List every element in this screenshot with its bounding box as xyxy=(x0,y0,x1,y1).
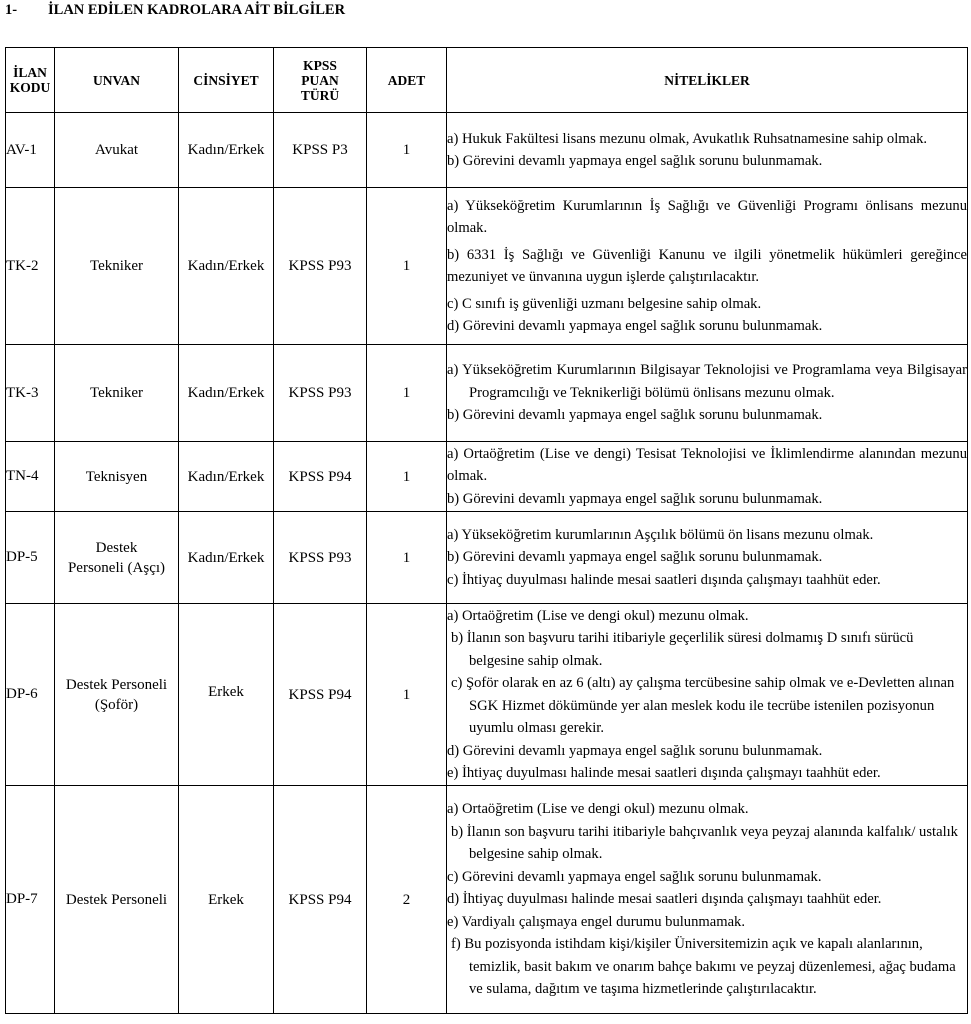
qualification-item: c) Görevini devamlı yapmaya engel sağlık sorunu bulunmamak. xyxy=(447,868,822,885)
qualification-item: a) Yükseköğretim Kurumlarının İş Sağlığı ve Güvenliği Programı önlisans mezunu olmak. xyxy=(447,197,967,236)
qualification-item: a) Ortaöğretim (Lise ve dengi okul) mezunu olmak. xyxy=(447,607,749,624)
qualification-item: a) Yükseköğretim Kurumlarının Bilgisayar Teknolojisi ve Programlama veya Bilgisayar Programcılığı ve Teknikerliği bölümü önlisans mezunu olmak. xyxy=(447,362,967,401)
row-qualifications xyxy=(447,512,968,604)
positions-table xyxy=(5,47,968,1014)
row-code: TK-2 xyxy=(6,188,55,345)
row-kpss: KPSS P93 xyxy=(274,512,367,604)
row-qualifications xyxy=(447,113,968,188)
row-gender: Erkek xyxy=(179,604,274,786)
row-count: 1 xyxy=(367,113,447,188)
row-qualifications xyxy=(447,604,968,786)
row-qualifications xyxy=(447,345,968,442)
table-row xyxy=(6,442,968,512)
table-row xyxy=(6,188,968,345)
row-kpss: KPSS P93 xyxy=(274,188,367,345)
table-header-row xyxy=(6,48,968,113)
qualification-item: c) Şoför olarak en az 6 (altı) ay çalışma tercübesine sahip olmak ve e-Devletten alınan SGK Hizmet dökümünde yer alan meslek kodu ile tecrübe istenilen pozisyonun uyumlu olması gerekir. xyxy=(451,675,955,736)
row-code: DP-7 xyxy=(6,786,55,1014)
header-title: UNVAN xyxy=(55,48,179,113)
row-gender: Kadın/Erkek xyxy=(179,113,274,188)
row-count: 2 xyxy=(367,786,447,1014)
section-title: İLAN EDİLEN KADROLARA AİT BİLGİLER xyxy=(48,2,346,18)
header-gender: CİNSİYET xyxy=(179,48,274,113)
row-title: Destek Personeli (Aşçı) xyxy=(55,512,179,604)
row-gender: Kadın/Erkek xyxy=(179,345,274,442)
row-code: DP-6 xyxy=(6,604,55,786)
row-count: 1 xyxy=(367,604,447,786)
qualification-item: d) Görevini devamlı yapmaya engel sağlık sorunu bulunmamak. xyxy=(447,742,823,759)
table-row xyxy=(6,113,968,188)
table-row xyxy=(6,786,968,1014)
table-row xyxy=(6,345,968,442)
header-code: İLAN KODU xyxy=(6,48,55,113)
row-kpss: KPSS P3 xyxy=(274,113,367,188)
qualification-item: b) Görevini devamlı yapmaya engel sağlık sorunu bulunmamak. xyxy=(447,549,823,566)
row-kpss: KPSS P93 xyxy=(274,345,367,442)
row-gender: Kadın/Erkek xyxy=(179,188,274,345)
qualification-item: b) Görevini devamlı yapmaya engel sağlık sorunu bulunmamak. xyxy=(447,153,823,169)
header-count: ADET xyxy=(367,48,447,113)
table-row xyxy=(6,512,968,604)
qualification-item: b) İlanın son başvuru tarihi itibariyle bahçıvanlık veya peyzaj alanında kalfalık/ ustalık belgesine sahip olmak. xyxy=(451,823,958,863)
row-title: Destek Personeli (Şoför) xyxy=(55,604,179,786)
header-kpss: KPSS PUAN TÜRÜ xyxy=(274,48,367,113)
row-count: 1 xyxy=(367,512,447,604)
header-qualifications: NİTELİKLER xyxy=(447,48,968,113)
row-count: 1 xyxy=(367,442,447,512)
row-code: AV-1 xyxy=(6,113,55,188)
row-title: Tekniker xyxy=(55,188,179,345)
qualification-item: e) İhtiyaç duyulması halinde mesai saatleri dışında çalışmayı taahhüt eder. xyxy=(447,765,881,781)
row-qualifications xyxy=(447,786,968,1014)
row-code: DP-5 xyxy=(6,512,55,604)
qualification-item: d) Görevini devamlı yapmaya engel sağlık sorunu bulunmamak. xyxy=(447,318,823,334)
row-count: 1 xyxy=(367,345,447,442)
qualification-item: f) Bu pozisyonda istihdam kişi/kişiler Üniversitemizin açık ve kapalı alanlarının, temizlik, basit bakım ve onarım bahçe bakımı ve peyzaj düzenlemesi, ağaç budama ve sulama, dağıtım ve taşıma hizmetlerinde çalıştırılacaktır. xyxy=(451,936,956,998)
qualification-item: a) Hukuk Fakültesi lisans mezunu olmak, Avukatlık Ruhsatnamesine sahip olmak. xyxy=(447,130,928,147)
row-title: Destek Personeli xyxy=(55,786,179,1014)
row-code: TK-3 xyxy=(6,345,55,442)
section-number: 1- xyxy=(5,2,18,18)
qualification-item: e) Vardiyalı çalışmaya engel durumu bulunmamak. xyxy=(447,913,746,930)
row-kpss: KPSS P94 xyxy=(274,786,367,1014)
qualification-item: b) 6331 İş Sağlığı ve Güvenliği Kanunu ve ilgili yönetmelik hükümleri gereğince mezuniyet ve ünvanına uygun işlerde çalıştırılacaktır. xyxy=(447,246,967,285)
qualification-item: b) Görevini devamlı yapmaya engel sağlık sorunu bulunmamak. xyxy=(447,407,823,424)
row-code: TN-4 xyxy=(6,442,55,512)
row-qualifications xyxy=(447,442,968,512)
qualification-item: b) İlanın son başvuru tarihi itibariyle geçerlilik süresi dolmamış D sınıfı sürücü belgesine sahip olmak. xyxy=(451,630,914,669)
section-heading xyxy=(5,0,345,20)
qualification-item: a) Ortaöğretim (Lise ve dengi okul) mezunu olmak. xyxy=(447,801,749,818)
row-gender: Kadın/Erkek xyxy=(179,512,274,604)
qualification-item: b) Görevini devamlı yapmaya engel sağlık sorunu bulunmamak. xyxy=(447,490,823,507)
row-gender: Kadın/Erkek xyxy=(179,442,274,512)
row-kpss: KPSS P94 xyxy=(274,604,367,786)
row-title: Tekniker xyxy=(55,345,179,442)
row-title: Teknisyen xyxy=(55,442,179,512)
row-title: Avukat xyxy=(55,113,179,188)
row-kpss: KPSS P94 xyxy=(274,442,367,512)
row-gender: Erkek xyxy=(179,786,274,1014)
row-count: 1 xyxy=(367,188,447,345)
qualification-item: c) C sınıfı iş güvenliği uzmanı belgesine sahip olmak. xyxy=(447,295,762,312)
row-qualifications xyxy=(447,188,968,345)
qualification-item: a) Yükseköğretim kurumlarının Aşçılık bölümü ön lisans mezunu olmak. xyxy=(447,526,874,543)
qualification-item: a) Ortaöğretim (Lise ve dengi) Tesisat Teknolojisi ve İklimlendirme alanından mezunu olmak. xyxy=(447,445,967,485)
qualification-item: c) İhtiyaç duyulması halinde mesai saatleri dışında çalışmayı taahhüt eder. xyxy=(447,571,881,588)
table-row xyxy=(6,604,968,786)
qualification-item: d) İhtiyaç duyulması halinde mesai saatleri dışında çalışmayı taahhüt eder. xyxy=(447,891,882,908)
